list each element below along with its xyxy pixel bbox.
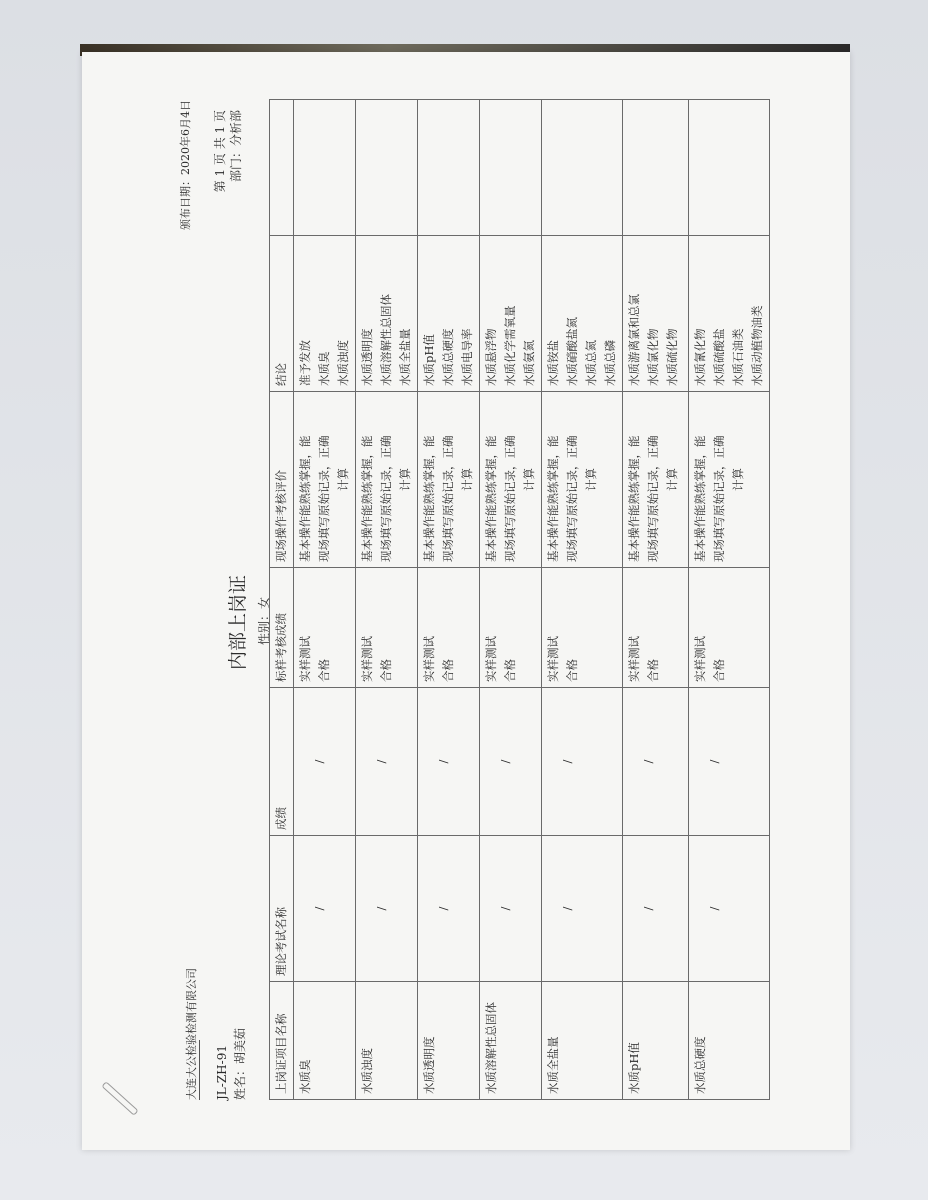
cell-sample-line: 实样测试 — [546, 636, 560, 682]
cell-eval-line: 计算 — [584, 468, 598, 491]
cell-sample — [294, 568, 356, 688]
cell-sample-line: 合格 — [317, 659, 331, 682]
cell-conclusion-line: 水质硝酸盐氮 — [565, 317, 579, 386]
cell-conclusion-line: 水质动植物油类 — [750, 305, 764, 386]
cell-score-text: / — [560, 759, 574, 764]
cell-eval-line: 现场填写原始记录，正确 — [565, 435, 579, 562]
cell-item-text: 水质pH值 — [627, 1042, 641, 1094]
cell-theory-text: / — [560, 906, 574, 911]
cell-blank — [294, 100, 356, 236]
cell-eval-line: 现场填写原始记录，正确 — [441, 435, 455, 562]
cell-score-text: / — [498, 759, 512, 764]
table-header-row — [270, 100, 294, 1100]
cell-blank — [689, 100, 770, 236]
cell-conclusion-line: 水质游离氯和总氯 — [627, 294, 641, 386]
cell-item-text: 水质透明度 — [422, 1036, 436, 1094]
cell-conclusion — [294, 236, 356, 392]
table-row — [356, 100, 418, 1100]
cell-sample — [542, 568, 623, 688]
cell-sample-line: 实样测试 — [422, 636, 436, 682]
cell-theory — [480, 836, 542, 982]
company-name: 大连大公检验检测有限公司 — [185, 968, 198, 1100]
page-title: 内部上岗证 — [227, 574, 249, 670]
cell-score — [689, 688, 770, 836]
company-underline — [199, 1040, 200, 1100]
table-row — [294, 100, 356, 1100]
cell-blank — [418, 100, 480, 236]
cell-conclusion — [480, 236, 542, 392]
cell-eval-line: 现场填写原始记录，正确 — [379, 435, 393, 562]
cell-eval-line: 现场填写原始记录，正确 — [646, 435, 660, 562]
cell-score — [418, 688, 480, 836]
cell-sample-line: 合格 — [441, 659, 455, 682]
cell-score-text: / — [312, 759, 326, 764]
cell-theory — [689, 836, 770, 982]
header-item: 上岗证项目名称 — [270, 982, 294, 1100]
cell-eval — [356, 392, 418, 568]
cell-conclusion-line: 水质pH值 — [422, 334, 436, 386]
cell-blank — [480, 100, 542, 236]
cell-sample — [689, 568, 770, 688]
cell-eval — [480, 392, 542, 568]
cell-conclusion-line: 水质氨氮 — [522, 340, 536, 386]
cell-conclusion-line: 水质硫化物 — [665, 328, 679, 386]
cell-theory-text: / — [374, 906, 388, 911]
cell-score-text: / — [707, 759, 721, 764]
cell-eval-line: 现场填写原始记录，正确 — [503, 435, 517, 562]
table-row — [418, 100, 480, 1100]
cell-eval — [689, 392, 770, 568]
cell-score — [623, 688, 689, 836]
document-number: JL-ZH-91 — [215, 1045, 229, 1100]
cell-sample — [480, 568, 542, 688]
cell-score — [480, 688, 542, 836]
cell-theory-text: / — [641, 906, 655, 911]
cell-eval-line: 计算 — [731, 468, 745, 491]
table-row — [480, 100, 542, 1100]
cell-item-text: 水质浊度 — [360, 1048, 374, 1094]
cell-eval — [294, 392, 356, 568]
cell-sample-line: 合格 — [565, 659, 579, 682]
certificate-content — [175, 100, 835, 1100]
cell-eval-line: 现场填写原始记录，正确 — [317, 435, 331, 562]
cell-blank — [542, 100, 623, 236]
cell-conclusion-line: 水质透明度 — [360, 328, 374, 386]
cell-eval — [542, 392, 623, 568]
cell-theory — [542, 836, 623, 982]
cell-eval-line: 计算 — [336, 468, 350, 491]
table-row — [689, 100, 770, 1100]
cell-sample-line: 合格 — [503, 659, 517, 682]
cell-eval-line: 计算 — [460, 468, 474, 491]
header-theory: 理论考试名称 — [270, 836, 294, 982]
cell-conclusion-line: 水质总氮 — [584, 340, 598, 386]
cell-sample-line: 合格 — [712, 659, 726, 682]
cell-conclusion — [418, 236, 480, 392]
cell-conclusion-line: 水质溶解性总固体 — [379, 294, 393, 386]
cell-score-text: / — [436, 759, 450, 764]
cell-theory-text: / — [436, 906, 450, 911]
cell-conclusion-line: 水质氯化物 — [646, 328, 660, 386]
cell-conclusion-line: 准予发放 — [298, 340, 312, 386]
cell-conclusion-line: 水质悬浮物 — [484, 328, 498, 386]
cell-conclusion-line: 水质氰化物 — [693, 328, 707, 386]
issue-date: 颁布日期：2020年6月4日 — [179, 100, 192, 230]
cell-eval-line: 基本操作能熟练掌握，能 — [422, 435, 436, 562]
employee-gender: 性别：女 — [257, 596, 271, 645]
cell-eval — [623, 392, 689, 568]
cell-theory — [294, 836, 356, 982]
header-eval: 现场操作考核评价 — [270, 392, 294, 568]
cell-conclusion-line: 水质浊度 — [336, 340, 350, 386]
cell-item-text: 水质全盐量 — [546, 1036, 560, 1094]
cell-eval-line: 基本操作能熟练掌握，能 — [627, 435, 641, 562]
cell-sample — [418, 568, 480, 688]
header-conclusion: 结论 — [270, 236, 294, 392]
cell-item — [480, 982, 542, 1100]
cell-sample — [356, 568, 418, 688]
cell-item-text: 水质溶解性总固体 — [484, 1002, 498, 1094]
cell-sample-line: 合格 — [646, 659, 660, 682]
cell-sample-line: 实样测试 — [627, 636, 641, 682]
cell-eval-line: 基本操作能熟练掌握，能 — [298, 435, 312, 562]
cell-conclusion-line: 水质石油类 — [731, 328, 745, 386]
cell-item — [294, 982, 356, 1100]
page-count: 第 1 页 共 1 页 — [213, 110, 227, 193]
cell-eval-line: 现场填写原始记录，正确 — [712, 435, 726, 562]
cell-conclusion-line: 水质总磷 — [603, 340, 617, 386]
cell-conclusion-line: 水质硫酸盐 — [712, 328, 726, 386]
cell-item — [418, 982, 480, 1100]
employee-name: 姓名：胡美茹 — [233, 1027, 247, 1100]
cell-theory-text: / — [707, 906, 721, 911]
cell-eval-line: 计算 — [398, 468, 412, 491]
header-sample: 标样考核成绩 — [270, 568, 294, 688]
cell-conclusion-line: 水质电导率 — [460, 328, 474, 386]
cell-blank — [623, 100, 689, 236]
cell-eval-line: 基本操作能熟练掌握，能 — [360, 435, 374, 562]
cell-eval-line: 基本操作能熟练掌握，能 — [546, 435, 560, 562]
cell-sample-line: 实样测试 — [360, 636, 374, 682]
cell-score — [356, 688, 418, 836]
table-row — [623, 100, 689, 1100]
cell-score-text: / — [374, 759, 388, 764]
cell-item — [356, 982, 418, 1100]
cell-conclusion — [689, 236, 770, 392]
cell-sample-line: 实样测试 — [484, 636, 498, 682]
cell-theory — [418, 836, 480, 982]
cell-sample-line: 实样测试 — [298, 636, 312, 682]
cell-item — [623, 982, 689, 1100]
cell-eval — [418, 392, 480, 568]
cell-score — [542, 688, 623, 836]
cell-conclusion-line: 水质总硬度 — [441, 328, 455, 386]
cell-theory-text: / — [312, 906, 326, 911]
cell-blank — [356, 100, 418, 236]
table-row — [542, 100, 623, 1100]
cell-sample-line: 实样测试 — [693, 636, 707, 682]
cell-conclusion-line: 水质化学需氧量 — [503, 305, 517, 386]
cell-eval-line: 基本操作能熟练掌握，能 — [484, 435, 498, 562]
cell-conclusion — [356, 236, 418, 392]
cell-conclusion-line: 水质铵盐 — [546, 340, 560, 386]
cell-sample-line: 合格 — [379, 659, 393, 682]
cell-item — [542, 982, 623, 1100]
header-blank — [270, 100, 294, 236]
cell-conclusion-line: 水质全盐量 — [398, 328, 412, 386]
cell-theory — [356, 836, 418, 982]
cell-conclusion — [623, 236, 689, 392]
cell-sample — [623, 568, 689, 688]
cell-item-text: 水质臭 — [298, 1059, 312, 1094]
header-score: 成绩 — [270, 688, 294, 836]
cell-eval-line: 计算 — [522, 468, 536, 491]
department: 部门：分析部 — [229, 110, 243, 183]
cell-theory — [623, 836, 689, 982]
cell-item-text: 水质总硬度 — [693, 1036, 707, 1094]
certificate-table — [269, 99, 770, 1100]
cell-score — [294, 688, 356, 836]
cell-conclusion-line: 水质臭 — [317, 351, 331, 386]
cell-conclusion — [542, 236, 623, 392]
cell-theory-text: / — [498, 906, 512, 911]
cell-eval-line: 基本操作能熟练掌握，能 — [693, 435, 707, 562]
cell-eval-line: 计算 — [665, 468, 679, 491]
cell-score-text: / — [641, 759, 655, 764]
cell-item — [689, 982, 770, 1100]
